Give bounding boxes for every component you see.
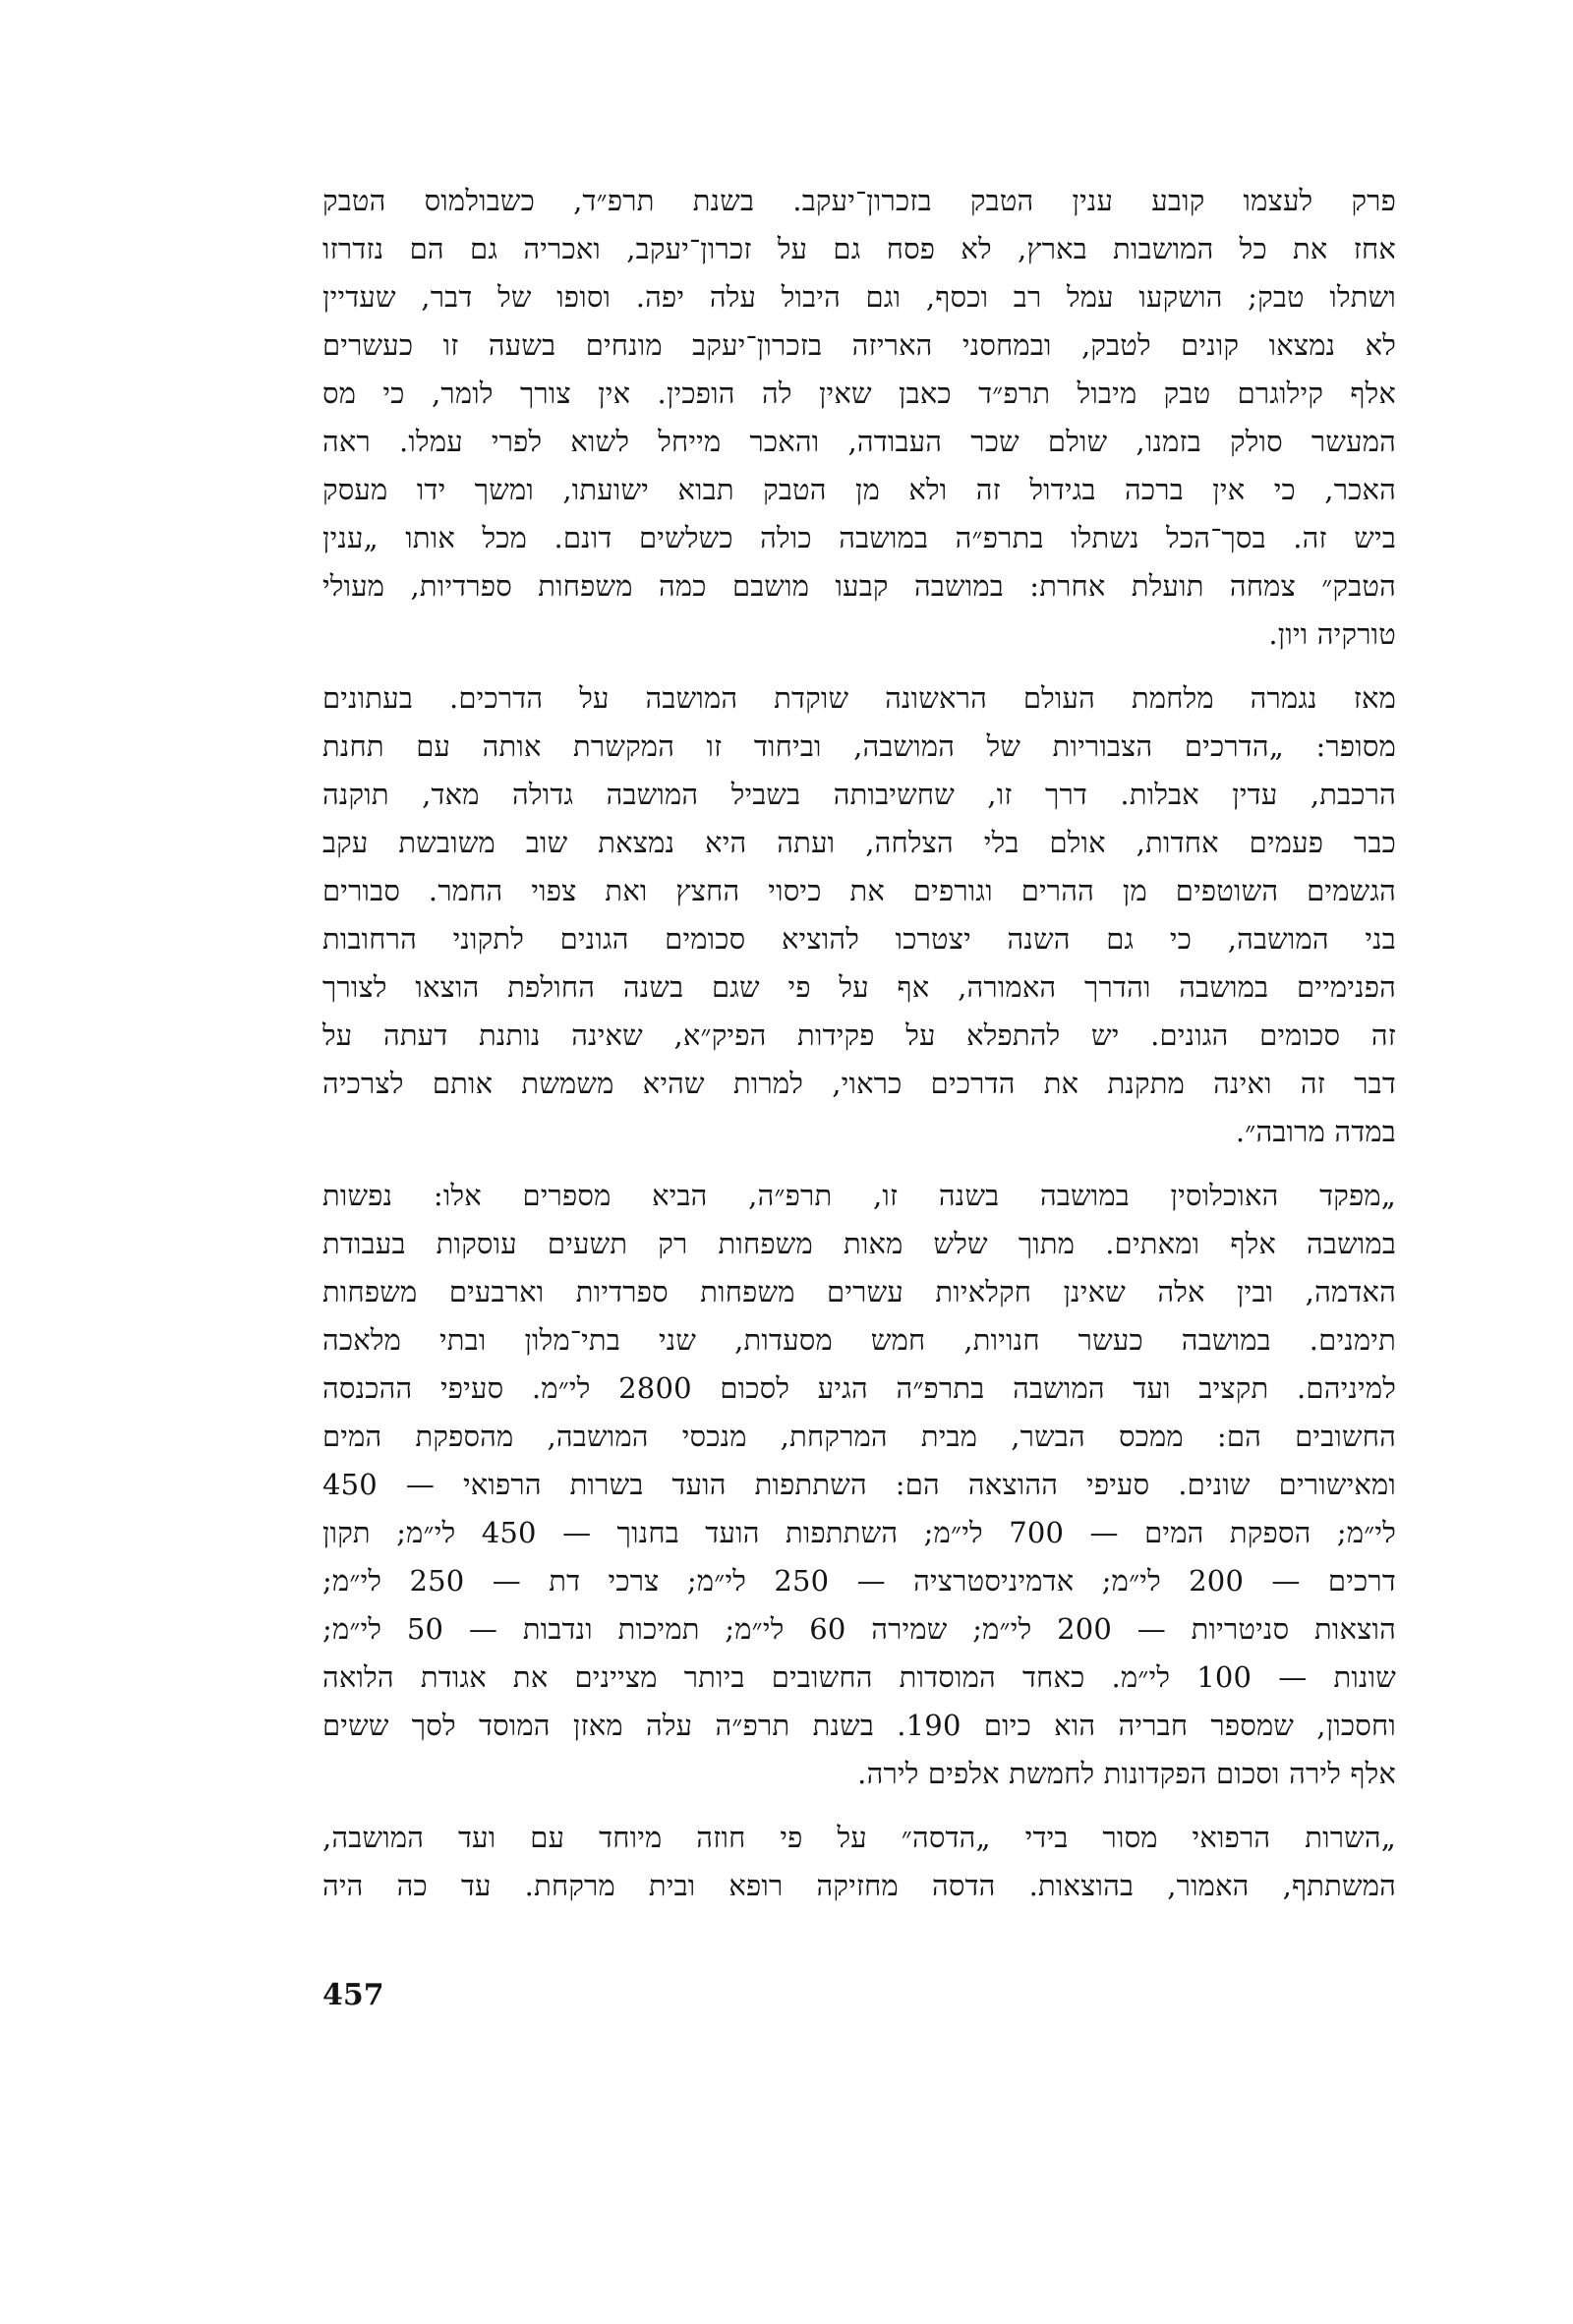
page-number: 457: [322, 1978, 384, 2012]
text-line: הפנימיים במושבה והדרך האמורה, אף על פי שגם בשנה החולפת הוצאו לצורך: [322, 970, 1396, 1004]
text-line: „מפקד האוכלוסין במושבה בשנה זו, תרפ״ה, הביא מספרים אלו: נפשות: [322, 1179, 1396, 1212]
paragraph-roads: [322, 674, 1396, 1156]
text-line: המשתתף, האמור, בהוצאות. הדסה מחזיקה רופא ובית מרקחת. עד כה היה: [322, 1869, 1396, 1902]
paragraph-medical: [322, 1814, 1396, 1910]
text-line: לא נמצאו קונים לטבק, ובמחסני האריזה בזכרון־יעקב מונחים בשעה זו כעשרים: [322, 328, 1396, 362]
text-line: פרק לעצמו קובע ענין הטבק בזכרון־יעקב. בשנת תרפ״ד, כשבולמוס הטבק: [322, 184, 1396, 217]
text-line: ביש זה. בסך־הכל נשתלו בתרפ״ה במושבה כולה כשלשים דונם. מכל אותו „ענין: [322, 521, 1396, 554]
text-line: זה סכומים הגונים. יש להתפלא על פקידות הפיק״א, שאינה נותנת דעתה על: [322, 1018, 1396, 1052]
text-line: דבר זה ואינה מתקנת את הדרכים כראוי, למרות שהיא משמשת אותם לצרכיה: [322, 1067, 1396, 1100]
text-line: אלף קילוגרם טבק מיבול תרפ״ד כאבן שאין לה הופכין. אין צורך לומר, כי מס: [322, 377, 1396, 410]
text-line: ושתלו טבק; הושקעו עמל רב וכסף, וגם היבול עלה יפה. וסופו של דבר, שעדיין: [322, 280, 1396, 314]
text-line: הגשמים השוטפים מן ההרים וגורפים את כיסוי החצץ ואת צפוי החמר. סבורים: [322, 874, 1396, 907]
text-line: מאז נגמרה מלחמת העולם הראשונה שוקדת המושבה על הדרכים. בעתונים: [322, 681, 1396, 715]
text-line: הטבק״ צמחה תועלת אחרת: במושבה קבעו מושבם כמה משפחות ספרדיות, מעולי: [322, 569, 1396, 603]
text-line: במדה מרובה״.: [1235, 1115, 1396, 1148]
text-line: בני המושבה, כי גם השנה יצטרכו להוציא סכומים הגונים לתקוני הרחובות: [322, 922, 1396, 956]
text-line: „השרות הרפואי מסור בידי „הדסה״ על פי חוזה מיוחד עם ועד המושבה,: [322, 1821, 1396, 1854]
text-line: כבר פעמים אחדות, אולם בלי הצלחה, ועתה היא נמצאת שוב משובשת עקב: [322, 826, 1396, 859]
text-line: אלף לירה וסכום הפקדונות לחמשת אלפים לירה.: [857, 1757, 1396, 1790]
text-line: דרכים — 200 לי״מ; אדמיניסטרציה — 250 לי״מ; צרכי דת — 250 לי״מ;: [322, 1564, 1396, 1598]
paragraph-tobacco: [322, 177, 1396, 659]
text-line: מסופר: „הדרכים הצבוריות של המושבה, וביחוד זו המקשרת אותה עם תחנת: [322, 729, 1396, 763]
text-line: המעשר סולק בזמנו, שולם שכר העבודה, והאכר מייחל לשוא לפרי עמלו. ראה: [322, 425, 1396, 458]
text-line: ומאישורים שונים. סעיפי ההוצאה הם: השתתפות הועד בשרות הרפואי — 450: [322, 1468, 1396, 1501]
text-line: אחז את כל המושבות בארץ, לא פסח גם על זכרון־יעקב, ואכריה גם הם נזדרזו: [322, 232, 1396, 265]
text-line: האדמה, ובין אלה שאינן חקלאיות עשרים משפחות ספרדיות וארבעים משפחות: [322, 1275, 1396, 1308]
text-line: לי״מ; הספקת המים — 700 לי״מ; השתתפות הועד בחנוך — 450 לי״מ; תקון: [322, 1516, 1396, 1549]
text-line: תימנים. במושבה כעשר חנויות, חמש מסעדות, שני בתי־מלון ובתי מלאכה: [322, 1323, 1396, 1357]
text-line: טורקיה ויון.: [1268, 617, 1396, 651]
text-line: למיניהם. תקציב ועד המושבה בתרפ״ה הגיע לסכום 2800 לי״מ. סעיפי ההכנסה: [322, 1371, 1396, 1405]
text-line: הוצאות סניטריות — 200 לי״מ; שמירה 60 לי״מ; תמיכות ונדבות — 50 לי״מ;: [322, 1612, 1396, 1646]
paragraph-census: [322, 1172, 1396, 1798]
text-line: האכר, כי אין ברכה בגידול זה ולא מן הטבק תבוא ישועתו, ומשך ידו מעסק: [322, 473, 1396, 506]
text-line: במושבה אלף ומאתים. מתוך שלש מאות משפחות רק תשעים עוסקות בעבודת: [322, 1227, 1396, 1260]
text-line: שונות — 100 לי״מ. כאחד המוסדות החשובים ביותר מציינים את אגודת הלואה: [322, 1660, 1396, 1694]
text-line: החשובים הם: ממכס הבשר, מבית המרקחת, מנכסי המושבה, מהספקת המים: [322, 1420, 1396, 1453]
body-text: [322, 177, 1396, 1910]
text-line: וחסכון, שמספר חבריה הוא כיום 190. בשנת תרפ״ה עלה מאזן המוסד לסך ששים: [322, 1709, 1396, 1742]
text-line: הרכבת, עדין אבלות. דרך זו, שחשיבותה בשביל המושבה גדולה מאד, תוקנה: [322, 778, 1396, 811]
